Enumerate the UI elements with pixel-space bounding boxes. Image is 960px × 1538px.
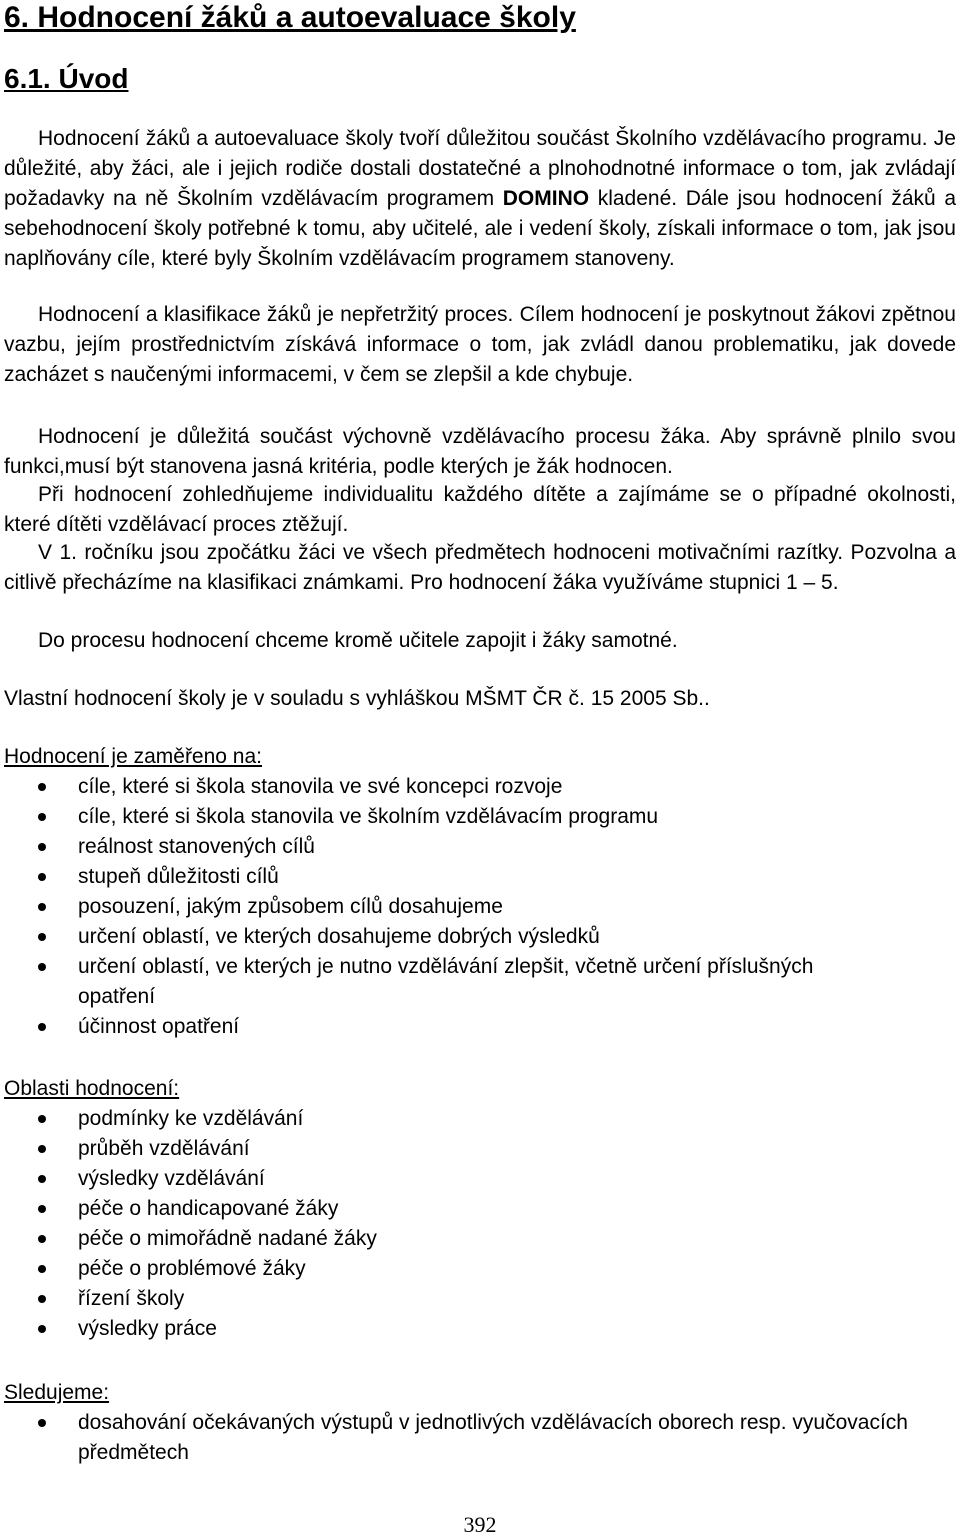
list-item-text: výsledky vzdělávání <box>78 1167 265 1190</box>
list-item-text: řízení školy <box>78 1287 185 1310</box>
list-item-text: účinnost opatření <box>78 1015 240 1038</box>
intro-text-2: kladené. Dále jsou hodnocení žáků a sebehodnocení školy potřebné k tomu, aby učitelé, ale i vedení školy, získali informace o tom, jak jsou naplňovány cíle, které byly Školním vzdělávacím programem stanoveny. <box>4 187 957 270</box>
list-item-text: výsledky práce <box>78 1317 217 1340</box>
list-item-text: posouzení, jakým způsobem cílů dosahujeme <box>78 895 503 918</box>
paragraph-6-text: Do procesu hodnocení chceme kromě učitele zapojit i žáky samotné. <box>38 629 678 652</box>
paragraph-5 <box>4 538 956 598</box>
tracking-list-title: Sledujeme: <box>4 1381 110 1404</box>
paragraph-5-text: V 1. ročníku jsou zpočátku žáci ve všech předmětech hodnoceni motivačními razítky. Pozvolna a citlivě přecházíme na klasifikaci známkami. Pro hodnocení žáka využíváme stupnici 1 – 5. <box>4 541 956 594</box>
bullet-icon <box>38 1295 46 1303</box>
areas-list-title: Oblasti hodnocení: <box>4 1077 180 1100</box>
bullet-icon <box>38 1115 46 1123</box>
section-heading: 6.1. Úvod <box>4 63 129 94</box>
list-item-text: cíle, které si škola stanovila ve své koncepci rozvoje <box>78 775 563 798</box>
bullet-icon <box>38 783 46 791</box>
list-item-text: stupeň důležitosti cílů <box>78 865 279 888</box>
paragraph-6 <box>4 626 956 656</box>
bullet-icon <box>38 1235 46 1243</box>
focus-list <box>0 772 960 1042</box>
list-item-text: podmínky ke vzdělávání <box>78 1107 304 1130</box>
paragraph-4-text: Při hodnocení zohledňujeme individualitu každého dítěte a zajímáme se o případné okolnosti, které dítěti vzdělávací proces ztěžují. <box>4 483 956 536</box>
list-item-text: cíle, které si škola stanovila ve školním vzdělávacím programu <box>78 805 659 828</box>
program-name: DOMINO <box>502 187 590 210</box>
bullet-icon <box>38 1265 46 1273</box>
bullet-icon <box>38 843 46 851</box>
list-item <box>0 1134 960 1164</box>
paragraph-3 <box>4 422 956 482</box>
list-item <box>0 922 960 952</box>
focus-list-title: Hodnocení je zaměřeno na: <box>4 745 262 768</box>
bullet-icon <box>38 1175 46 1183</box>
list-item <box>0 772 960 802</box>
bullet-icon <box>38 1145 46 1153</box>
list-item <box>0 1194 960 1224</box>
bullet-icon <box>38 1325 46 1333</box>
areas-list <box>0 1104 960 1344</box>
paragraph-2-text: Hodnocení a klasifikace žáků je nepřetržitý proces. Cílem hodnocení je poskytnout žákovi zpětnou vazbu, jejím prostřednictvím získává informace o tom, jak zvládl danou problematiku, jak dovede zacházet s naučenými informacemi, v čem se zlepšil a kde chybuje. <box>4 303 956 386</box>
bullet-icon <box>38 933 46 941</box>
bullet-icon <box>38 1023 46 1031</box>
intro-paragraph <box>4 124 956 274</box>
list-item <box>0 802 960 832</box>
list-item <box>0 1012 960 1042</box>
paragraph-4 <box>4 480 956 540</box>
list-item-text: reálnost stanovených cílů <box>78 835 315 858</box>
bullet-icon <box>38 903 46 911</box>
page-number: 392 <box>463 1512 497 1537</box>
bullet-icon <box>38 1419 46 1427</box>
list-item-text: určení oblastí, ve kterých dosahujeme dobrých výsledků <box>78 925 600 948</box>
bullet-icon <box>38 963 46 971</box>
legal-basis-text: Vlastní hodnocení školy je v souladu s vyhláškou MŠMT ČR č. 15 2005 Sb.. <box>4 687 710 710</box>
list-item <box>0 952 960 1012</box>
list-item-text: péče o problémové žáky <box>78 1257 306 1280</box>
intro-text-1: Hodnocení žáků a autoevaluace školy tvoří důležitou součást Školního vzdělávacího programu. Je důležité, aby žáci, ale i jejich rodiče dostali dostatečné a plnohodnotné informace o tom, jak zvládají požadavky na ně Školním vzdělávacím programem <box>4 127 956 210</box>
list-item <box>0 1254 960 1284</box>
list-item <box>0 1164 960 1194</box>
list-item <box>0 1224 960 1254</box>
list-item <box>0 1408 960 1468</box>
list-item <box>0 832 960 862</box>
bullet-icon <box>38 1205 46 1213</box>
paragraph-2 <box>4 300 956 390</box>
bullet-icon <box>38 873 46 881</box>
list-item-text: péče o mimořádně nadané žáky <box>78 1227 377 1250</box>
list-item <box>0 1284 960 1314</box>
bullet-icon <box>38 813 46 821</box>
chapter-heading: 6. Hodnocení žáků a autoevaluace školy <box>4 1 576 34</box>
paragraph-3-text: Hodnocení je důležitá součást výchovně vzdělávacího procesu žáka. Aby správně plnilo svou funkci,musí být stanovena jasná kritéria, podle kterých je žák hodnocen. <box>4 425 956 478</box>
list-item <box>0 1314 960 1344</box>
list-item-text: průběh vzdělávání <box>78 1137 250 1160</box>
list-item-text: určení oblastí, ve kterých je nutno vzdělávání zlepšit, včetně určení příslušných opatření <box>78 955 814 1008</box>
list-item-text: péče o handicapované žáky <box>78 1197 339 1220</box>
list-item <box>0 892 960 922</box>
list-item <box>0 862 960 892</box>
list-item-text: dosahování očekávaných výstupů v jednotlivých vzdělávacích oborech resp. vyučovacích předmětech <box>78 1411 908 1464</box>
tracking-list <box>0 1408 960 1468</box>
list-item <box>0 1104 960 1134</box>
